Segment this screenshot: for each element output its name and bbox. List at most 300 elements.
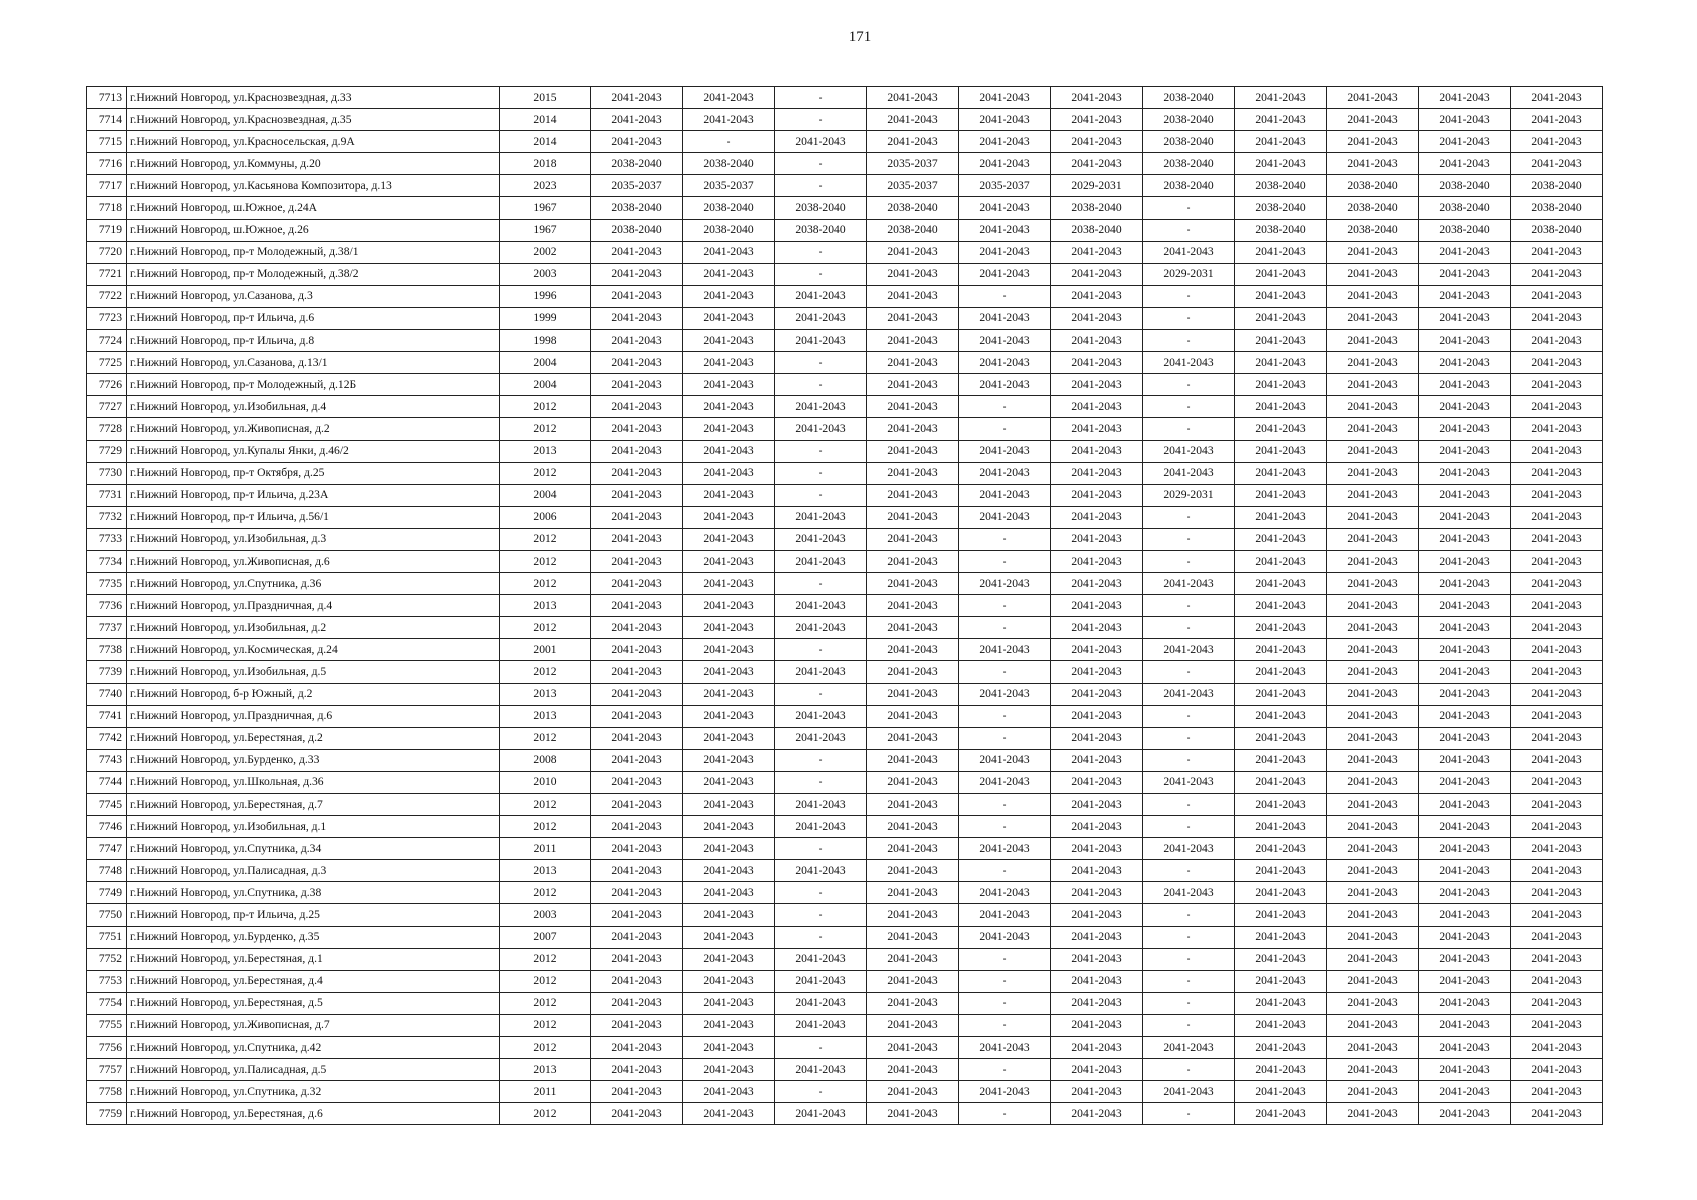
period-cell: 2041-2043 — [959, 462, 1051, 484]
period-cell: 2041-2043 — [683, 1103, 775, 1125]
table-row — [87, 661, 1603, 683]
period-cell: - — [1143, 727, 1235, 749]
row-number-cell: 7744 — [87, 771, 127, 793]
period-cell: 2038-2040 — [591, 219, 683, 241]
period-cell: 2041-2043 — [1051, 506, 1143, 528]
year-built-cell: 2012 — [500, 617, 591, 639]
period-cell: 2041-2043 — [1235, 484, 1327, 506]
period-cell: 2041-2043 — [591, 87, 683, 109]
row-number-cell: 7741 — [87, 705, 127, 727]
period-cell: - — [1143, 794, 1235, 816]
period-cell: 2038-2040 — [775, 219, 867, 241]
period-cell: 2038-2040 — [591, 153, 683, 175]
table-row — [87, 970, 1603, 992]
period-cell: 2041-2043 — [683, 1037, 775, 1059]
period-cell: 2041-2043 — [683, 926, 775, 948]
row-number-cell: 7723 — [87, 307, 127, 329]
period-cell: 2041-2043 — [1419, 794, 1511, 816]
period-cell: - — [683, 131, 775, 153]
table-row — [87, 794, 1603, 816]
period-cell: 2041-2043 — [1511, 838, 1603, 860]
period-cell: 2041-2043 — [683, 595, 775, 617]
year-built-cell: 2013 — [500, 705, 591, 727]
period-cell: 2041-2043 — [959, 197, 1051, 219]
period-cell: 2041-2043 — [591, 263, 683, 285]
period-cell: - — [1143, 926, 1235, 948]
row-number-cell: 7730 — [87, 462, 127, 484]
period-cell: 2041-2043 — [1511, 1103, 1603, 1125]
period-cell: 2041-2043 — [775, 418, 867, 440]
period-cell: 2041-2043 — [683, 374, 775, 396]
period-cell: 2038-2040 — [1327, 175, 1419, 197]
period-cell: 2041-2043 — [1419, 860, 1511, 882]
period-cell: - — [1143, 904, 1235, 926]
period-cell: 2041-2043 — [1143, 882, 1235, 904]
period-cell: 2041-2043 — [1235, 705, 1327, 727]
period-cell: 2041-2043 — [1511, 1059, 1603, 1081]
period-cell: 2041-2043 — [683, 263, 775, 285]
period-cell: 2038-2040 — [867, 197, 959, 219]
period-cell: 2041-2043 — [683, 838, 775, 860]
period-cell: 2041-2043 — [1511, 992, 1603, 1014]
period-cell: 2041-2043 — [775, 528, 867, 550]
period-cell: 2041-2043 — [683, 1081, 775, 1103]
period-cell: 2041-2043 — [775, 1103, 867, 1125]
year-built-cell: 2012 — [500, 992, 591, 1014]
period-cell: 2041-2043 — [867, 1037, 959, 1059]
row-number-cell: 7743 — [87, 749, 127, 771]
period-cell: 2041-2043 — [1327, 307, 1419, 329]
period-cell: 2041-2043 — [1235, 263, 1327, 285]
period-cell: 2041-2043 — [959, 882, 1051, 904]
period-cell: 2041-2043 — [867, 617, 959, 639]
period-cell: 2041-2043 — [1051, 838, 1143, 860]
period-cell: 2041-2043 — [683, 87, 775, 109]
period-cell: 2041-2043 — [959, 153, 1051, 175]
period-cell: 2041-2043 — [683, 970, 775, 992]
period-cell: 2041-2043 — [1327, 794, 1419, 816]
period-cell: 2041-2043 — [1143, 1081, 1235, 1103]
period-cell: 2041-2043 — [1327, 528, 1419, 550]
period-cell: 2041-2043 — [683, 285, 775, 307]
period-cell: 2041-2043 — [1327, 153, 1419, 175]
year-built-cell: 2012 — [500, 970, 591, 992]
row-number-cell: 7752 — [87, 948, 127, 970]
period-cell: 2041-2043 — [1051, 992, 1143, 1014]
period-cell: 2038-2040 — [1143, 87, 1235, 109]
period-cell: 2041-2043 — [591, 926, 683, 948]
period-cell: 2038-2040 — [1235, 197, 1327, 219]
year-built-cell: 2002 — [500, 241, 591, 263]
period-cell: 2041-2043 — [1143, 352, 1235, 374]
period-cell: 2041-2043 — [775, 661, 867, 683]
year-built-cell: 2023 — [500, 175, 591, 197]
period-cell: 2041-2043 — [591, 617, 683, 639]
period-cell: 2041-2043 — [1327, 882, 1419, 904]
table-row — [87, 1081, 1603, 1103]
period-cell: 2041-2043 — [1511, 948, 1603, 970]
period-cell: 2041-2043 — [1051, 661, 1143, 683]
address-cell: г.Нижний Новгород, ул.Живописная, д.6 — [127, 550, 500, 572]
period-cell: 2041-2043 — [1419, 1081, 1511, 1103]
period-cell: 2041-2043 — [867, 506, 959, 528]
period-cell: 2038-2040 — [591, 197, 683, 219]
period-cell: 2041-2043 — [1511, 816, 1603, 838]
period-cell: 2041-2043 — [1327, 749, 1419, 771]
table-row — [87, 109, 1603, 131]
period-cell: 2041-2043 — [683, 816, 775, 838]
period-cell: 2038-2040 — [775, 197, 867, 219]
period-cell: 2041-2043 — [1511, 860, 1603, 882]
address-cell: г.Нижний Новгород, ул.Бурденко, д.33 — [127, 749, 500, 771]
period-cell: 2041-2043 — [1511, 617, 1603, 639]
period-cell: 2035-2037 — [959, 175, 1051, 197]
period-cell: 2041-2043 — [959, 484, 1051, 506]
year-built-cell: 2014 — [500, 131, 591, 153]
period-cell: 2038-2040 — [1051, 197, 1143, 219]
period-cell: 2041-2043 — [959, 87, 1051, 109]
address-cell: г.Нижний Новгород, ш.Южное, д.24А — [127, 197, 500, 219]
year-built-cell: 2012 — [500, 528, 591, 550]
year-built-cell: 2018 — [500, 153, 591, 175]
period-cell: 2041-2043 — [1051, 705, 1143, 727]
period-cell: 2041-2043 — [867, 926, 959, 948]
period-cell: 2041-2043 — [1051, 87, 1143, 109]
period-cell: 2041-2043 — [683, 550, 775, 572]
period-cell: 2041-2043 — [1051, 1103, 1143, 1125]
period-cell: 2041-2043 — [1419, 838, 1511, 860]
table-row — [87, 440, 1603, 462]
year-built-cell: 1999 — [500, 307, 591, 329]
period-cell: 2041-2043 — [867, 595, 959, 617]
period-cell: - — [775, 352, 867, 374]
table-row — [87, 948, 1603, 970]
period-cell: - — [959, 794, 1051, 816]
period-cell: 2041-2043 — [1051, 771, 1143, 793]
period-cell: - — [775, 484, 867, 506]
period-cell: 2038-2040 — [1511, 175, 1603, 197]
period-cell: 2041-2043 — [683, 683, 775, 705]
period-cell: 2041-2043 — [1235, 241, 1327, 263]
period-cell: - — [959, 550, 1051, 572]
period-cell: 2041-2043 — [1051, 440, 1143, 462]
row-number-cell: 7734 — [87, 550, 127, 572]
period-cell: 2041-2043 — [867, 1081, 959, 1103]
period-cell: 2041-2043 — [1051, 285, 1143, 307]
period-cell: 2041-2043 — [1511, 109, 1603, 131]
period-cell: 2041-2043 — [1143, 241, 1235, 263]
period-cell: 2041-2043 — [683, 771, 775, 793]
period-cell: 2041-2043 — [1051, 131, 1143, 153]
period-cell: 2041-2043 — [591, 440, 683, 462]
period-cell: 2041-2043 — [1511, 595, 1603, 617]
period-cell: 2041-2043 — [867, 263, 959, 285]
period-cell: - — [1143, 595, 1235, 617]
address-cell: г.Нижний Новгород, ш.Южное, д.26 — [127, 219, 500, 241]
table-row — [87, 771, 1603, 793]
period-cell: 2041-2043 — [867, 948, 959, 970]
row-number-cell: 7737 — [87, 617, 127, 639]
period-cell: 2041-2043 — [591, 595, 683, 617]
period-cell: 2041-2043 — [591, 771, 683, 793]
period-cell: 2041-2043 — [1327, 838, 1419, 860]
period-cell: 2041-2043 — [959, 263, 1051, 285]
table-body — [87, 87, 1603, 1125]
period-cell: 2035-2037 — [867, 175, 959, 197]
period-cell: 2041-2043 — [1327, 550, 1419, 572]
period-cell: - — [775, 838, 867, 860]
row-number-cell: 7716 — [87, 153, 127, 175]
period-cell: 2041-2043 — [1419, 816, 1511, 838]
period-cell: 2041-2043 — [775, 307, 867, 329]
period-cell: 2038-2040 — [683, 153, 775, 175]
address-cell: г.Нижний Новгород, ул.Изобильная, д.1 — [127, 816, 500, 838]
year-built-cell: 2010 — [500, 771, 591, 793]
period-cell: 2041-2043 — [867, 771, 959, 793]
period-cell: 2041-2043 — [1235, 550, 1327, 572]
address-cell: г.Нижний Новгород, ул.Купалы Янки, д.46/2 — [127, 440, 500, 462]
table-row — [87, 882, 1603, 904]
year-built-cell: 1996 — [500, 285, 591, 307]
period-cell: 2041-2043 — [775, 992, 867, 1014]
period-cell: 2041-2043 — [1327, 860, 1419, 882]
period-cell: 2041-2043 — [683, 992, 775, 1014]
address-cell: г.Нижний Новгород, пр-т Молодежный, д.12Б — [127, 374, 500, 396]
period-cell: 2041-2043 — [1051, 1059, 1143, 1081]
period-cell: 2041-2043 — [591, 484, 683, 506]
period-cell: 2041-2043 — [1327, 705, 1419, 727]
address-cell: г.Нижний Новгород, ул.Коммуны, д.20 — [127, 153, 500, 175]
row-number-cell: 7739 — [87, 661, 127, 683]
period-cell: - — [1143, 1059, 1235, 1081]
address-cell: г.Нижний Новгород, ул.Живописная, д.7 — [127, 1014, 500, 1036]
period-cell: 2041-2043 — [1419, 1103, 1511, 1125]
period-cell: 2041-2043 — [591, 307, 683, 329]
period-cell: - — [775, 462, 867, 484]
period-cell: 2041-2043 — [591, 860, 683, 882]
period-cell: 2041-2043 — [1235, 528, 1327, 550]
period-cell: 2041-2043 — [1419, 1037, 1511, 1059]
year-built-cell: 2003 — [500, 904, 591, 926]
period-cell: 2041-2043 — [1327, 396, 1419, 418]
period-cell: 2041-2043 — [591, 1081, 683, 1103]
period-cell: 2041-2043 — [1051, 1014, 1143, 1036]
year-built-cell: 2012 — [500, 550, 591, 572]
period-cell: 2041-2043 — [591, 816, 683, 838]
period-cell: 2041-2043 — [1051, 153, 1143, 175]
period-cell: 2041-2043 — [591, 1059, 683, 1081]
period-cell: 2041-2043 — [1419, 153, 1511, 175]
period-cell: - — [1143, 285, 1235, 307]
period-cell: - — [775, 926, 867, 948]
period-cell: 2041-2043 — [1327, 506, 1419, 528]
period-cell: 2041-2043 — [867, 639, 959, 661]
period-cell: 2041-2043 — [683, 948, 775, 970]
period-cell: 2041-2043 — [867, 882, 959, 904]
period-cell: 2041-2043 — [1511, 131, 1603, 153]
address-cell: г.Нижний Новгород, ул.Изобильная, д.5 — [127, 661, 500, 683]
address-cell: г.Нижний Новгород, ул.Спутника, д.42 — [127, 1037, 500, 1059]
table-row — [87, 1103, 1603, 1125]
period-cell: 2041-2043 — [867, 440, 959, 462]
period-cell: 2041-2043 — [1419, 109, 1511, 131]
period-cell: 2041-2043 — [1419, 241, 1511, 263]
period-cell: 2041-2043 — [1235, 506, 1327, 528]
period-cell: 2041-2043 — [591, 749, 683, 771]
period-cell: 2038-2040 — [1419, 175, 1511, 197]
table-row — [87, 374, 1603, 396]
period-cell: 2041-2043 — [683, 506, 775, 528]
period-cell: 2041-2043 — [1419, 418, 1511, 440]
period-cell: 2041-2043 — [1235, 1014, 1327, 1036]
period-cell: 2041-2043 — [1051, 617, 1143, 639]
period-cell: 2041-2043 — [959, 506, 1051, 528]
period-cell: 2041-2043 — [591, 506, 683, 528]
period-cell: 2041-2043 — [591, 462, 683, 484]
table-row — [87, 175, 1603, 197]
period-cell: 2041-2043 — [1419, 263, 1511, 285]
period-cell: 2041-2043 — [1235, 948, 1327, 970]
period-cell: - — [959, 816, 1051, 838]
period-cell: 2041-2043 — [591, 705, 683, 727]
period-cell: 2041-2043 — [1419, 639, 1511, 661]
period-cell: 2041-2043 — [591, 970, 683, 992]
period-cell: 2041-2043 — [683, 396, 775, 418]
period-cell: 2041-2043 — [1419, 705, 1511, 727]
period-cell: 2041-2043 — [1051, 462, 1143, 484]
period-cell: 2041-2043 — [1235, 352, 1327, 374]
period-cell: 2041-2043 — [959, 241, 1051, 263]
period-cell: 2041-2043 — [1235, 285, 1327, 307]
period-cell: 2041-2043 — [591, 838, 683, 860]
period-cell: 2041-2043 — [1511, 550, 1603, 572]
row-number-cell: 7738 — [87, 639, 127, 661]
period-cell: - — [959, 1059, 1051, 1081]
period-cell: 2041-2043 — [1511, 307, 1603, 329]
period-cell: 2041-2043 — [1327, 484, 1419, 506]
period-cell: - — [959, 727, 1051, 749]
table-row — [87, 528, 1603, 550]
period-cell: 2041-2043 — [1143, 1037, 1235, 1059]
table-row — [87, 838, 1603, 860]
period-cell: 2041-2043 — [1419, 352, 1511, 374]
period-cell: - — [775, 639, 867, 661]
period-cell: 2041-2043 — [1327, 131, 1419, 153]
period-cell: 2041-2043 — [775, 285, 867, 307]
period-cell: 2041-2043 — [1235, 860, 1327, 882]
table-row — [87, 705, 1603, 727]
period-cell: - — [1143, 307, 1235, 329]
period-cell: 2041-2043 — [959, 1037, 1051, 1059]
row-number-cell: 7757 — [87, 1059, 127, 1081]
table-row — [87, 462, 1603, 484]
table-row — [87, 352, 1603, 374]
period-cell: 2041-2043 — [867, 816, 959, 838]
period-cell: 2041-2043 — [1051, 241, 1143, 263]
period-cell: 2041-2043 — [1051, 1081, 1143, 1103]
period-cell: 2041-2043 — [683, 307, 775, 329]
period-cell: 2041-2043 — [1143, 639, 1235, 661]
row-number-cell: 7725 — [87, 352, 127, 374]
table-row — [87, 197, 1603, 219]
period-cell: 2041-2043 — [867, 661, 959, 683]
period-cell: - — [1143, 992, 1235, 1014]
table-row — [87, 639, 1603, 661]
period-cell: - — [775, 573, 867, 595]
row-number-cell: 7718 — [87, 197, 127, 219]
address-cell: г.Нижний Новгород, ул.Берестяная, д.7 — [127, 794, 500, 816]
period-cell: 2041-2043 — [1511, 1037, 1603, 1059]
period-cell: 2041-2043 — [1327, 948, 1419, 970]
year-built-cell: 2012 — [500, 418, 591, 440]
table-row — [87, 506, 1603, 528]
table-row — [87, 550, 1603, 572]
period-cell: 2041-2043 — [1419, 1059, 1511, 1081]
year-built-cell: 2012 — [500, 1014, 591, 1036]
year-built-cell: 2012 — [500, 948, 591, 970]
period-cell: - — [1143, 661, 1235, 683]
period-cell: 2041-2043 — [591, 948, 683, 970]
period-cell: - — [775, 749, 867, 771]
period-cell: 2041-2043 — [1327, 595, 1419, 617]
row-number-cell: 7740 — [87, 683, 127, 705]
period-cell: 2038-2040 — [1143, 153, 1235, 175]
address-cell: г.Нижний Новгород, ул.Краснозвездная, д.33 — [127, 87, 500, 109]
period-cell: 2041-2043 — [591, 1014, 683, 1036]
period-cell: 2038-2040 — [1235, 219, 1327, 241]
period-cell: 2041-2043 — [1327, 639, 1419, 661]
table-row — [87, 1037, 1603, 1059]
row-number-cell: 7745 — [87, 794, 127, 816]
period-cell: 2041-2043 — [1419, 440, 1511, 462]
period-cell: 2041-2043 — [591, 573, 683, 595]
address-cell: г.Нижний Новгород, ул.Палисадная, д.5 — [127, 1059, 500, 1081]
row-number-cell: 7729 — [87, 440, 127, 462]
period-cell: 2041-2043 — [867, 87, 959, 109]
period-cell: 2041-2043 — [1419, 595, 1511, 617]
year-built-cell: 2012 — [500, 727, 591, 749]
period-cell: 2041-2043 — [591, 661, 683, 683]
period-cell: 2041-2043 — [1235, 838, 1327, 860]
table-row — [87, 307, 1603, 329]
row-number-cell: 7748 — [87, 860, 127, 882]
period-cell: 2038-2040 — [1143, 109, 1235, 131]
address-cell: г.Нижний Новгород, ул.Изобильная, д.4 — [127, 396, 500, 418]
table-row — [87, 396, 1603, 418]
period-cell: 2041-2043 — [1051, 330, 1143, 352]
period-cell: 2041-2043 — [591, 109, 683, 131]
row-number-cell: 7722 — [87, 285, 127, 307]
period-cell: 2041-2043 — [683, 882, 775, 904]
period-cell: 2041-2043 — [1419, 992, 1511, 1014]
row-number-cell: 7742 — [87, 727, 127, 749]
period-cell: 2041-2043 — [1051, 794, 1143, 816]
table-row — [87, 816, 1603, 838]
row-number-cell: 7747 — [87, 838, 127, 860]
period-cell: 2041-2043 — [1419, 307, 1511, 329]
period-cell: - — [775, 263, 867, 285]
period-cell: 2041-2043 — [959, 219, 1051, 241]
period-cell: 2041-2043 — [959, 639, 1051, 661]
table-row — [87, 263, 1603, 285]
period-cell: 2041-2043 — [1051, 816, 1143, 838]
year-built-cell: 2012 — [500, 794, 591, 816]
year-built-cell: 2013 — [500, 683, 591, 705]
period-cell: 2041-2043 — [1235, 595, 1327, 617]
period-cell: 2041-2043 — [1511, 87, 1603, 109]
period-cell: 2041-2043 — [591, 528, 683, 550]
period-cell: 2041-2043 — [775, 816, 867, 838]
